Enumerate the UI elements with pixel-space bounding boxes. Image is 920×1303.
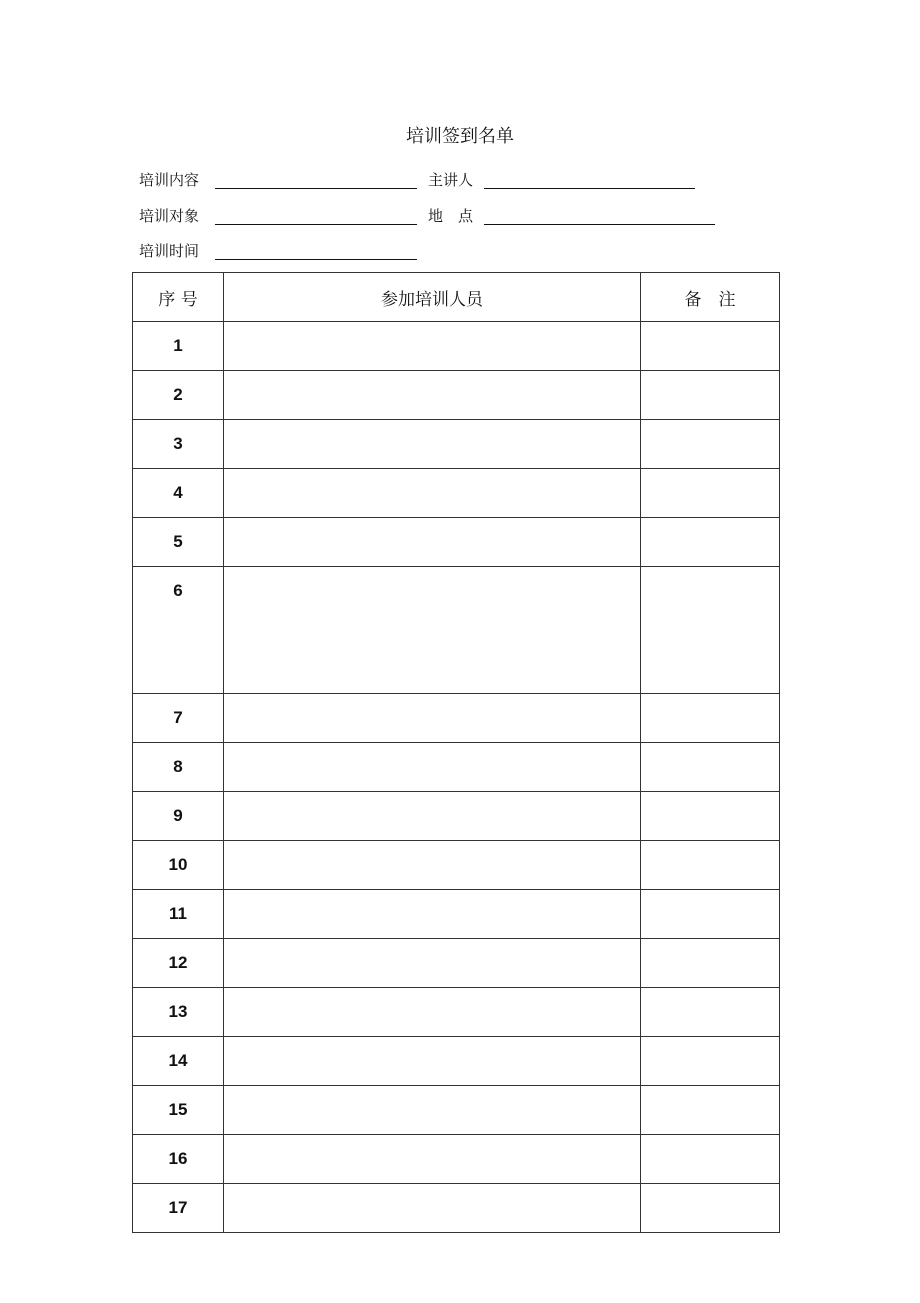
remarks-cell[interactable] xyxy=(641,1037,780,1086)
participant-signature-cell[interactable] xyxy=(224,469,641,518)
remarks-column-header: 备 注 xyxy=(641,273,780,322)
location-field[interactable] xyxy=(484,224,715,225)
remarks-cell[interactable] xyxy=(641,1184,780,1233)
remarks-cell[interactable] xyxy=(641,743,780,792)
row-number: 11 xyxy=(133,890,224,939)
table-row xyxy=(133,371,780,420)
remarks-cell[interactable] xyxy=(641,792,780,841)
remarks-cell[interactable] xyxy=(641,841,780,890)
participant-signature-cell[interactable] xyxy=(224,939,641,988)
participant-signature-cell[interactable] xyxy=(224,1135,641,1184)
table-row xyxy=(133,469,780,518)
location-label: 地 点 xyxy=(428,207,474,225)
attendance-table xyxy=(132,272,780,1233)
speaker-label: 主讲人 xyxy=(428,171,474,189)
remarks-cell[interactable] xyxy=(641,694,780,743)
remarks-cell[interactable] xyxy=(641,1135,780,1184)
table-row xyxy=(133,518,780,567)
row-number: 17 xyxy=(133,1184,224,1233)
participant-signature-cell[interactable] xyxy=(224,988,641,1037)
training-content-label: 培训内容 xyxy=(139,171,200,189)
table-row xyxy=(133,792,780,841)
participant-signature-cell[interactable] xyxy=(224,694,641,743)
participant-signature-cell[interactable] xyxy=(224,567,641,694)
row-number: 10 xyxy=(133,841,224,890)
table-row xyxy=(133,694,780,743)
participant-signature-cell[interactable] xyxy=(224,743,641,792)
training-content-field[interactable] xyxy=(215,188,417,189)
row-number: 13 xyxy=(133,988,224,1037)
row-number: 2 xyxy=(133,371,224,420)
participant-signature-cell[interactable] xyxy=(224,371,641,420)
page-title: 培训签到名单 xyxy=(406,126,514,147)
participant-signature-cell[interactable] xyxy=(224,890,641,939)
row-number: 14 xyxy=(133,1037,224,1086)
remarks-cell[interactable] xyxy=(641,939,780,988)
participant-signature-cell[interactable] xyxy=(224,1086,641,1135)
table-row xyxy=(133,1184,780,1233)
remarks-cell[interactable] xyxy=(641,469,780,518)
remarks-cell[interactable] xyxy=(641,322,780,371)
remarks-cell[interactable] xyxy=(641,420,780,469)
table-row xyxy=(133,1037,780,1086)
remarks-cell[interactable] xyxy=(641,1086,780,1135)
table-row xyxy=(133,1135,780,1184)
table-row xyxy=(133,841,780,890)
table-header-row xyxy=(133,273,780,322)
training-audience-label: 培训对象 xyxy=(139,207,200,225)
participant-signature-cell[interactable] xyxy=(224,322,641,371)
table-row xyxy=(133,567,780,694)
row-number: 1 xyxy=(133,322,224,371)
participant-signature-cell[interactable] xyxy=(224,1184,641,1233)
participant-signature-cell[interactable] xyxy=(224,792,641,841)
training-time-field[interactable] xyxy=(215,259,417,260)
remarks-cell[interactable] xyxy=(641,988,780,1037)
row-number: 4 xyxy=(133,469,224,518)
number-column-header: 序 号 xyxy=(133,273,224,322)
remarks-cell[interactable] xyxy=(641,890,780,939)
table-row xyxy=(133,988,780,1037)
row-number: 12 xyxy=(133,939,224,988)
participant-signature-cell[interactable] xyxy=(224,1037,641,1086)
row-number: 15 xyxy=(133,1086,224,1135)
training-time-label: 培训时间 xyxy=(139,242,200,260)
row-number: 5 xyxy=(133,518,224,567)
table-row xyxy=(133,420,780,469)
remarks-cell[interactable] xyxy=(641,567,780,694)
row-number: 3 xyxy=(133,420,224,469)
table-row xyxy=(133,743,780,792)
table-row xyxy=(133,1086,780,1135)
table-row xyxy=(133,939,780,988)
row-number: 8 xyxy=(133,743,224,792)
remarks-cell[interactable] xyxy=(641,518,780,567)
participant-signature-cell[interactable] xyxy=(224,841,641,890)
table-row xyxy=(133,890,780,939)
row-number: 7 xyxy=(133,694,224,743)
table-row xyxy=(133,322,780,371)
row-number: 6 xyxy=(133,567,224,694)
row-number: 16 xyxy=(133,1135,224,1184)
remarks-cell[interactable] xyxy=(641,371,780,420)
training-audience-field[interactable] xyxy=(215,224,417,225)
participant-signature-cell[interactable] xyxy=(224,420,641,469)
participants-column-header: 参加培训人员 xyxy=(224,273,641,322)
speaker-field[interactable] xyxy=(484,188,695,189)
participant-signature-cell[interactable] xyxy=(224,518,641,567)
row-number: 9 xyxy=(133,792,224,841)
